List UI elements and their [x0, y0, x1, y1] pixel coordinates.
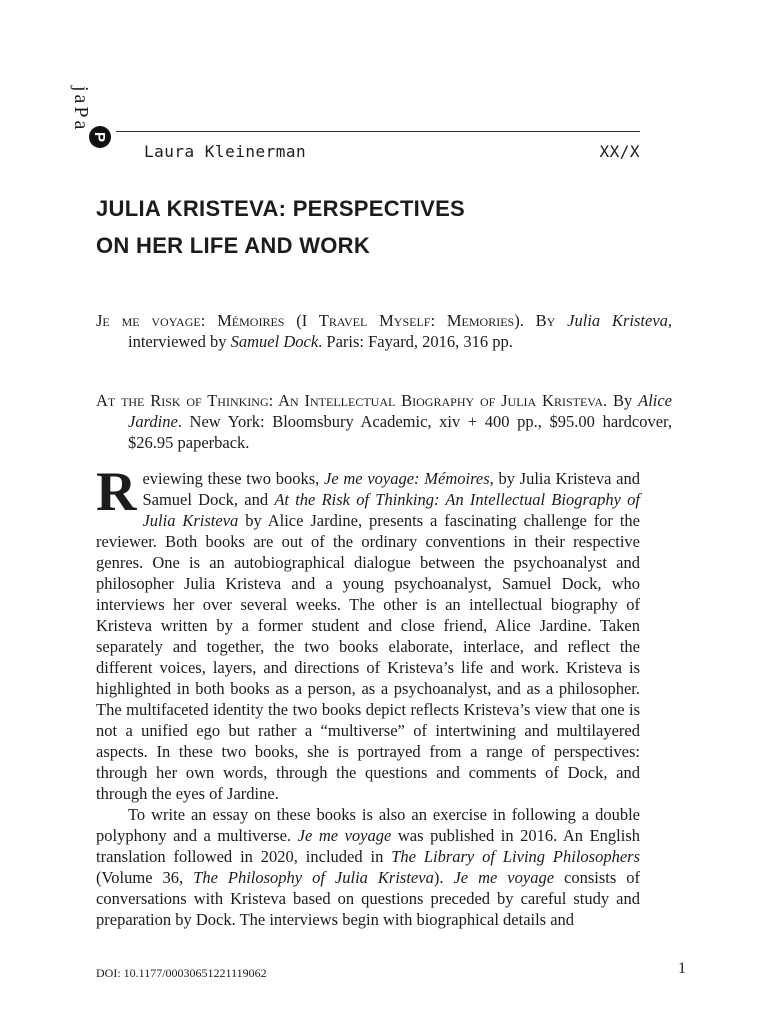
text-run: by Alice Jardine, presents a fascinating challenge for the reviewer. Both books are out of the ordinary conventions in their respective genres. One is an autobiographical dialogue between the psychoanalyst and philosopher Julia Kristeva and a young psychoanalyst, Samuel Dock, who interviews her over several weeks. The other is an intellectual biography of Kristeva written by a former student and close friend, Alice Jardine. Taken separately and together, the two books elaborate, interlace, and reflect the different voices, layers, and directions of Kristeva’s life and work. Kristeva is highlighted in both books as a person, as a psychoanalyst, and as a philosopher. The multifaceted identity the two books depict reflects Kristeva’s view that one is not a unified ego but rather a “multiverse” of intertwining and multilayered aspects. In these two books, she is portrayed from a range of perspectives: through her own words, through the questions and comments of Dock, and through the eyes of Jardine.: [96, 511, 641, 803]
italic-run: The Library of Living Philosophers: [391, 847, 640, 866]
book-title: Je me voyage: Mémoires (I Travel Myself: Memories).: [96, 311, 524, 330]
article-body: [96, 461, 641, 930]
doi-footer: DOI: 10.1177/00030651221119062: [96, 966, 267, 980]
italic-run: The Philosophy of Julia Kristeva: [193, 868, 434, 887]
text-run: ).: [433, 868, 454, 887]
running-head: [144, 142, 640, 161]
svg-text:P: P: [91, 131, 108, 143]
interviewed-by-label: interviewed by: [128, 332, 227, 351]
book-author: Alice Jardine: [128, 391, 673, 431]
running-head-page-ref: XX/X: [599, 142, 640, 161]
text-run: by Julia Kristeva and Samuel Dock, and: [142, 469, 640, 509]
text-run: consists of conversations with Kristeva based on questions preceded by careful study and preparation by Dock. The interviews begin with biographical details and: [96, 868, 641, 929]
text-run: was published in 2016. An English translation followed in 2020, included in: [96, 826, 641, 866]
reviewed-book-2: [96, 390, 672, 453]
by-label: By: [613, 391, 633, 410]
italic-run: At the Risk of Thinking: An Intellectual Biography of Julia Kristeva: [142, 490, 640, 530]
journal-logo-text: jaPa: [70, 86, 92, 133]
page-number: 1: [678, 960, 686, 977]
running-head-author: Laura Kleinerman: [144, 142, 307, 161]
paragraph-2: [96, 804, 640, 930]
text-run: (Volume 36,: [96, 868, 194, 887]
text-run: To write an essay on these books is also an exercise in following a double polyphony and a multiverse.: [96, 805, 640, 845]
italic-run: Je me voyage: [453, 868, 555, 887]
book-interviewer: Samuel Dock: [230, 332, 319, 351]
text-run: eviewing these two books,: [142, 469, 324, 488]
reviewed-book-1: [96, 310, 672, 352]
book-publication: . New York: Bloomsbury Academic, xiv + 400 pp., $95.00 hardcover, $26.95 paperback.: [128, 412, 672, 452]
italic-run: Je me voyage: Mémoires,: [324, 469, 494, 488]
book-title: At the Risk of Thinking: An Intellectual Biography of Julia Kristeva.: [96, 391, 608, 410]
article-title-line-1: JULIA KRISTEVA: PERSPECTIVES: [96, 196, 466, 221]
book-publication: . Paris: Fayard, 2016, 316 pp.: [318, 332, 513, 351]
by-label: By: [535, 311, 556, 330]
drop-cap: R: [96, 461, 137, 523]
article-title: [96, 190, 656, 264]
header-rule: [116, 131, 640, 132]
book-author: Julia Kristeva,: [567, 311, 673, 330]
paragraph-1: [96, 461, 641, 804]
article-title-line-2: ON HER LIFE AND WORK: [96, 233, 371, 258]
italic-run: Je me voyage: [297, 826, 392, 845]
